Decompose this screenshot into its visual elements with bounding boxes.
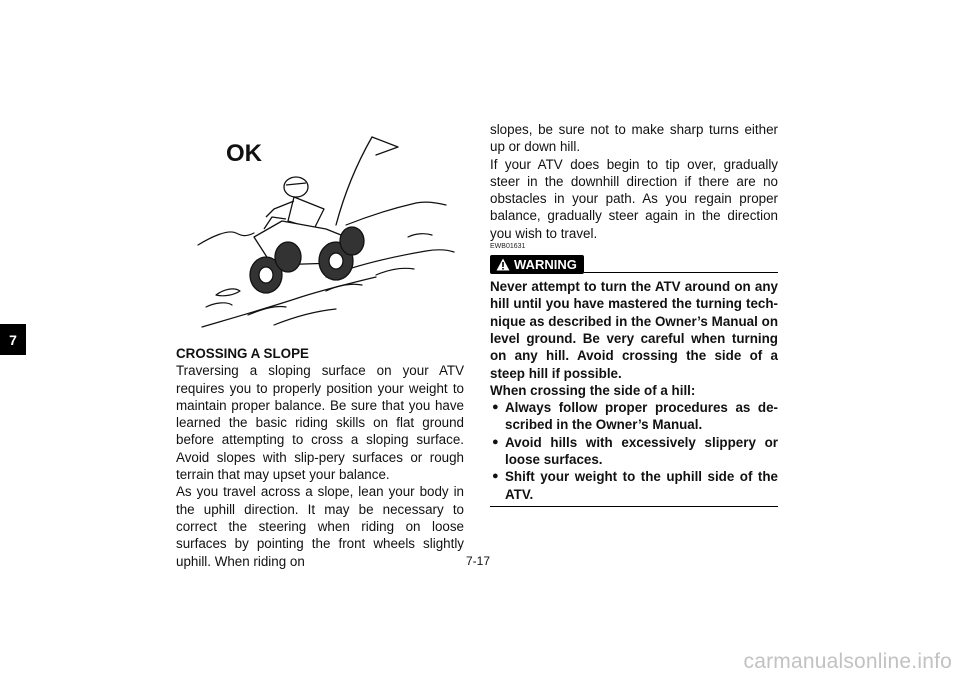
warning-label: WARNING xyxy=(514,256,577,272)
warning-code: EWB01631 xyxy=(490,243,526,251)
body-paragraph: As you travel across a slope, lean your body in the uphill direction. It may be necessary to correct the steering when riding on loose surfaces by pointing the front wheels slightly uphill. When riding on xyxy=(176,484,464,569)
bullets-intro: When crossing the side of a hill: xyxy=(490,382,696,398)
chapter-tab: 7 xyxy=(0,324,26,355)
list-item xyxy=(490,399,778,434)
warning-triangle-icon xyxy=(496,258,510,271)
ok-label: OK xyxy=(226,140,262,167)
warning-badge xyxy=(490,255,584,274)
bullet-icon: ● xyxy=(492,401,499,414)
page-number: 7-17 xyxy=(466,554,491,568)
atv-slope-illustration xyxy=(176,125,458,337)
atv-and-rider xyxy=(250,177,364,293)
flag-whip xyxy=(336,137,398,225)
warning-bullet-list xyxy=(490,399,778,503)
bullet-text: Shift your weight to the uphill side of the ATV. xyxy=(505,469,778,502)
warning-end-rule xyxy=(490,506,778,507)
warning-header xyxy=(490,253,778,274)
watermark: carmanualsonline.info xyxy=(743,650,952,673)
bullet-text: Avoid hills with excessively slippery or loose surfaces. xyxy=(505,434,778,468)
body-paragraph: slopes, be sure not to make sharp turns either up or down hill. xyxy=(490,122,778,155)
list-item xyxy=(490,434,778,469)
bullet-icon: ● xyxy=(492,470,499,483)
left-column xyxy=(176,345,464,570)
right-column xyxy=(490,121,778,507)
bullet-icon: ● xyxy=(492,435,499,448)
list-item xyxy=(490,468,778,503)
bullet-text: Always follow proper procedures as de-scribed in the Owner’s Manual. xyxy=(505,400,778,433)
body-paragraph: Traversing a sloping surface on your ATV requires you to properly position your weight to maintain proper balance. Be sure that you have learned the basic riding skills on flat ground before attempting to cross a sloping surface. Avoid slopes with slip-pery surfaces or rough terrain that may upset your balance. xyxy=(176,363,464,483)
warning-text: Never attempt to turn the ATV around on any hill until you have mastered the turning tech-nique as described in the Owner’s Manual on level ground. Be very careful when turning on any hill. Avoid crossing the side of a steep hill if possible. xyxy=(490,279,778,381)
warning-rule xyxy=(584,272,778,273)
body-paragraph: If your ATV does begin to tip over, gradually steer in the downhill direction if there are no obstacles in your path. As you regain proper balance, gradually steer again in the direction you wish to travel. xyxy=(490,156,778,241)
section-heading: CROSSING A SLOPE xyxy=(176,346,309,361)
